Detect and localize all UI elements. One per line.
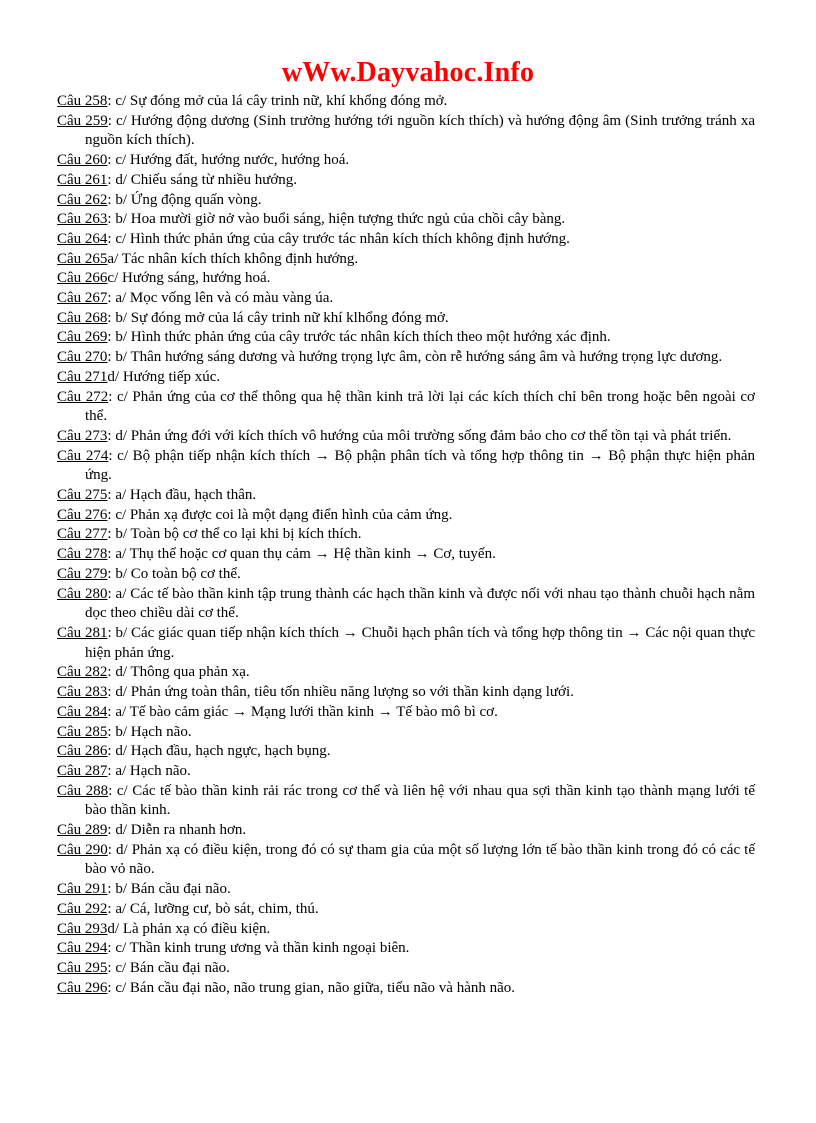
answer-item [57, 525, 755, 545]
answer-item [57, 762, 755, 782]
answer-text: : c/ Hướng đất, hướng nước, hướng hoá. [107, 152, 350, 169]
answer-item [57, 920, 755, 940]
answer-item [57, 348, 755, 368]
answer-text: : b/ Bán cầu đại não. [107, 881, 231, 898]
answer-text: d/ Là phản xạ có điều kiện. [107, 920, 271, 937]
answer-text: : d/ Chiếu sáng từ nhiều hướng. [107, 171, 298, 188]
answer-item [57, 585, 755, 624]
answer-text: : b/ Sự đóng mở của lá cây trinh nữ khí klhổng đóng mở. [107, 309, 449, 326]
question-number: Câu 295 [57, 959, 108, 976]
answer-text: : b/ Hình thức phản ứng của cây trước tác nhân kích thích theo một hướng xác định. [107, 329, 611, 346]
answer-item [57, 486, 755, 506]
answer-text: : c/ Phản xạ được coi là một dạng điển hình của cảm ứng. [107, 506, 453, 523]
question-number: Câu 267 [57, 290, 108, 307]
answer-item [57, 112, 755, 151]
answer-text: : d/ Phản ứng toàn thân, tiêu tốn nhiều năng lượng so với thần kinh dạng lưới. [107, 684, 574, 701]
answer-text: : c/ Bán cầu đại não. [107, 959, 230, 976]
question-number: Câu 281 [57, 624, 108, 641]
answer-item [57, 959, 755, 979]
answer-text: : b/ Toàn bộ cơ thể co lại khi bị kích thích. [107, 526, 362, 543]
question-number: Câu 287 [57, 762, 108, 779]
question-number: Câu 286 [57, 743, 108, 760]
answer-item [57, 447, 755, 486]
answer-text: : c/ Thần kinh trung ương và thần kinh ngoại biên. [107, 940, 410, 957]
question-number: Câu 283 [57, 684, 108, 701]
answer-text: a/ Tác nhân kích thích không định hướng. [107, 250, 359, 267]
answer-item [57, 624, 755, 663]
answer-item [57, 92, 755, 112]
question-number: Câu 292 [57, 900, 108, 917]
answer-text: : b/ Hoa mười giờ nở vào buổi sáng, hiện tượng thức ngủ của chồi cây bàng. [107, 211, 566, 228]
question-number: Câu 290 [57, 841, 108, 858]
answer-item [57, 565, 755, 585]
answer-item [57, 210, 755, 230]
question-number: Câu 282 [57, 664, 108, 681]
question-number: Câu 276 [57, 506, 108, 523]
answer-item [57, 368, 755, 388]
question-number: Câu 263 [57, 211, 108, 228]
question-number: Câu 273 [57, 427, 108, 444]
answer-text: : b/ Co toàn bộ cơ thể. [107, 565, 241, 582]
answer-item [57, 545, 755, 565]
answer-text: : b/ Hạch não. [107, 723, 192, 740]
answer-item [57, 683, 755, 703]
answer-item [57, 388, 755, 427]
answer-text: : a/ Cá, lưỡng cư, bò sát, chim, thú. [107, 900, 319, 917]
question-number: Câu 289 [57, 822, 108, 839]
answer-item [57, 939, 755, 959]
answer-item [57, 151, 755, 171]
answer-text: : a/ Hạch đầu, hạch thân. [107, 487, 257, 504]
answer-text: : a/ Tế bào cảm giác → Mạng lưới thần kinh → Tế bào mô bì cơ. [107, 703, 498, 720]
question-number: Câu 261 [57, 171, 108, 188]
answer-item [57, 900, 755, 920]
question-number: Câu 272 [57, 388, 109, 405]
answer-item [57, 191, 755, 211]
question-number: Câu 293 [57, 920, 108, 937]
question-number: Câu 258 [57, 93, 108, 109]
answer-item [57, 506, 755, 526]
answer-text: d/ Hướng tiếp xúc. [107, 368, 221, 385]
answer-text: : d/ Phản ứng đới với kích thích vô hướng của môi trường sống đảm bảo cho cơ thể tồn tại và phát triển. [107, 427, 732, 444]
answer-item [57, 427, 755, 447]
answer-list [57, 92, 755, 998]
answer-text: : c/ Phản ứng của cơ thể thông qua hệ thần kinh trả lời lại các kích thích chỉ bên trong hoặc bên ngoài cơ thể. [85, 388, 755, 425]
question-number: Câu 288 [57, 782, 109, 799]
question-number: Câu 285 [57, 723, 108, 740]
answer-text: : c/ Sự đóng mở của lá cây trinh nữ, khí khổng đóng mở. [107, 93, 448, 109]
answer-item [57, 880, 755, 900]
answer-item [57, 742, 755, 762]
answer-item [57, 230, 755, 250]
site-header: wWw.Dayvahoc.Info [281, 57, 535, 88]
answer-text: : b/ Thân hướng sáng dương và hướng trọng lực âm, còn rễ hướng sáng âm và hướng trọng lực dương. [107, 349, 723, 366]
answer-text: : c/ Bộ phận tiếp nhận kích thích → Bộ phận phân tích và tổng hợp thông tin → Bộ phận thực hiện phản ứng. [85, 447, 756, 484]
question-number: Câu 274 [57, 447, 109, 464]
question-number: Câu 296 [57, 979, 108, 996]
answer-item [57, 703, 755, 723]
question-number: Câu 262 [57, 191, 108, 208]
answer-item [57, 269, 755, 289]
question-number: Câu 294 [57, 940, 108, 957]
answer-item [57, 663, 755, 683]
question-number: Câu 260 [57, 152, 108, 169]
answer-text: c/ Hướng sáng, hướng hoá. [107, 270, 271, 287]
answer-text: : d/ Hạch đầu, hạch ngực, hạch bụng. [107, 743, 331, 760]
answer-item [57, 723, 755, 743]
answer-text: : a/ Thụ thể hoặc cơ quan thụ cảm → Hệ thần kinh → Cơ, tuyến. [107, 546, 496, 563]
question-number: Câu 264 [57, 230, 108, 247]
answer-text: : b/ Các giác quan tiếp nhận kích thích → Chuỗi hạch phân tích và tổng hợp thông tin → Các nội quan thực hiện phản ứng. [85, 624, 755, 661]
answer-text: : d/ Thông qua phản xạ. [107, 664, 250, 681]
answer-item [57, 250, 755, 270]
question-number: Câu 280 [57, 585, 108, 602]
question-number: Câu 268 [57, 309, 108, 326]
question-number: Câu 269 [57, 329, 108, 346]
question-number: Câu 284 [57, 703, 108, 720]
question-number: Câu 271 [57, 368, 108, 385]
answer-item [57, 841, 755, 880]
answer-item [57, 171, 755, 191]
question-number: Câu 275 [57, 487, 108, 504]
answer-text: : c/ Hình thức phản ứng của cây trước tác nhân kích thích không định hướng. [107, 230, 570, 247]
answer-text: : d/ Phản xạ có điều kiện, trong đó có sự tham gia của một số lượng lớn tế bào thần kinh trong đó có các tế bào vỏ não. [85, 841, 755, 878]
question-number: Câu 277 [57, 526, 108, 543]
answer-text: : b/ Ứng động quấn vòng. [107, 191, 262, 208]
answer-text: : c/ Bán cầu đại não, não trung gian, não giữa, tiểu não và hành não. [107, 979, 516, 996]
answer-text: : c/ Các tế bào thần kinh rải rác trong cơ thể và liên hệ với nhau qua sợi thần kinh tạo thành mạng lưới tế bào thần kinh. [85, 782, 755, 819]
answer-text: : a/ Các tế bào thần kinh tập trung thành các hạch thần kinh và được nối với nhau tạo thành chuỗi hạch nằm dọc theo chiều dài cơ thể. [85, 585, 755, 622]
question-number: Câu 291 [57, 881, 108, 898]
answer-item [57, 328, 755, 348]
answer-text: : c/ Hướng động dương (Sinh trưởng hướng tới nguồn kích thích) và hướng động âm (Sinh trưởng tránh xa nguồn kích thích). [85, 112, 755, 149]
answer-item [57, 309, 755, 329]
question-number: Câu 270 [57, 349, 108, 366]
question-number: Câu 279 [57, 565, 108, 582]
answer-text: : d/ Diễn ra nhanh hơn. [107, 822, 247, 839]
answer-item [57, 782, 755, 821]
answer-item [57, 289, 755, 309]
question-number: Câu 265 [57, 250, 108, 267]
answer-text: : a/ Mọc vống lên và có màu vàng úa. [107, 290, 334, 307]
question-number: Câu 259 [57, 112, 108, 129]
answer-item [57, 821, 755, 841]
answer-text: : a/ Hạch não. [107, 762, 191, 779]
answer-item [57, 979, 755, 999]
question-number: Câu 266 [57, 270, 108, 287]
question-number: Câu 278 [57, 546, 108, 563]
